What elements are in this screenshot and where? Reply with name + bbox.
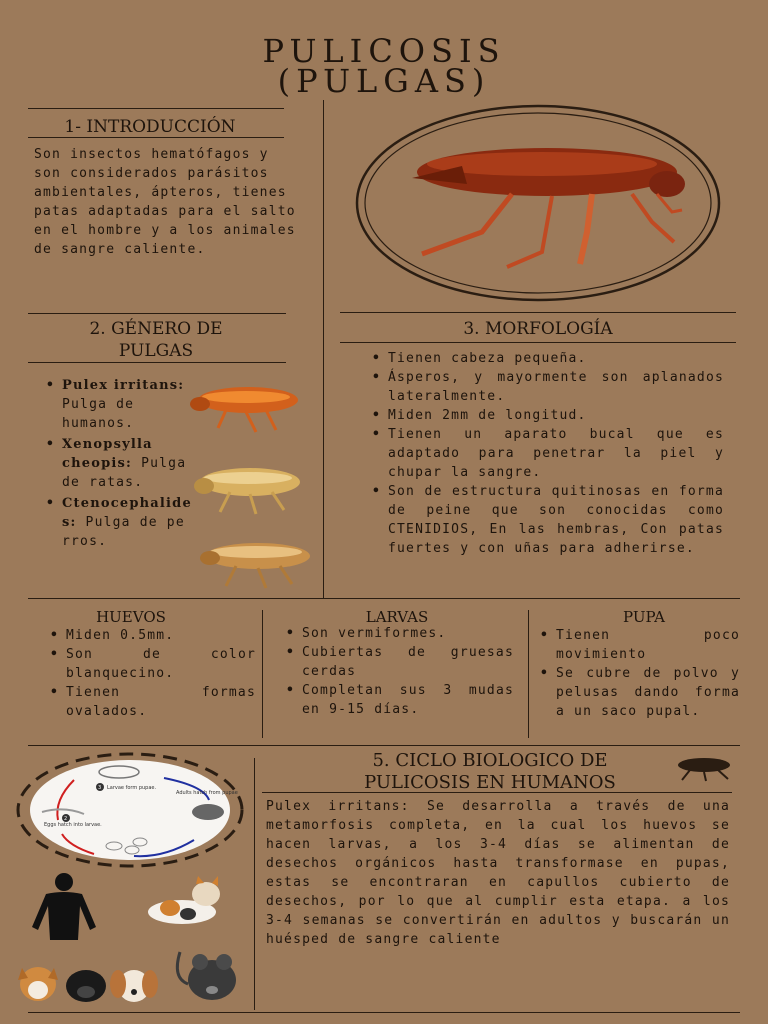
divider xyxy=(28,108,284,109)
list-item: • Son de estructura quitinosas en forma de peine que son conocidas como CTENIDIOS, En las hembras, Con patas fuertes y con uñas para adherirse. xyxy=(368,482,724,558)
cat-icon xyxy=(136,874,228,928)
cycle-label: Adults hatch from pupae xyxy=(176,790,238,796)
species-name: Pulex irritans: xyxy=(62,378,185,393)
list-item: • Se cubre de polvo y pelusas dando forma a un saco pupal. xyxy=(536,664,740,721)
flea-icon xyxy=(192,804,224,820)
flea-icon xyxy=(412,148,685,267)
ciclo-heading xyxy=(262,750,718,794)
morfologia-list xyxy=(368,349,724,558)
list-item: • Cubiertas de gruesas cerdas xyxy=(282,643,514,681)
list-item: • Tienen formas ovalados. xyxy=(46,683,256,721)
flea-icon xyxy=(196,536,316,596)
ciclo-heading-line-2: PULICOSIS EN HUMANOS xyxy=(364,772,616,793)
genero-list xyxy=(42,376,192,551)
huevos-heading: HUEVOS xyxy=(96,608,166,626)
dog-icon xyxy=(108,962,160,1004)
divider xyxy=(28,598,740,599)
huevos-list xyxy=(46,626,256,721)
species-name: Ctenocephalides: xyxy=(62,496,192,530)
cycle-step-number: 2 xyxy=(64,816,68,822)
species-name: Xenopsylla cheopis: xyxy=(62,437,153,471)
list-item xyxy=(42,494,192,551)
list-item: • Son de color blanquecino. xyxy=(46,645,256,683)
species-desc: Pulga de ratas. xyxy=(62,456,187,490)
divider xyxy=(528,610,529,738)
divider xyxy=(28,1012,740,1013)
divider xyxy=(323,100,324,598)
cycle-label: Larvae form pupae. xyxy=(107,785,157,791)
title-line-1: PULICOSIS xyxy=(262,32,506,70)
list-item: • Son vermiformes. xyxy=(282,624,514,643)
morfologia-heading: 3. MORFOLOGÍA xyxy=(463,319,613,339)
ciclo-text: Pulex irritans: Se desarrolla a través de una metamorfosis completa, en la cual los huevos se hacen larvas, a los 3-4 días se alimentan de desechos orgánicos hasta transformase en pupas, estas se encontraran en capullos cubierto de desechos, por lo que al cumplir esta etapa. a los 3-4 semanas se convertirán en adultos y buscarán un huésped de sangre caliente xyxy=(266,799,730,947)
list-item: • Completan sus 3 mudas en 9-15 días. xyxy=(282,681,514,719)
divider xyxy=(28,362,286,363)
divider xyxy=(340,312,736,313)
list-item: • Miden 2mm de longitud. xyxy=(368,406,724,425)
list-item xyxy=(42,376,192,433)
species-desc: Pulga de perros. xyxy=(62,515,185,549)
life-cycle-diagram xyxy=(14,750,246,870)
list-item: • Miden 0.5mm. xyxy=(46,626,256,645)
species-desc: Pulga de humanos. xyxy=(62,397,135,431)
rat-icon xyxy=(170,944,242,1006)
pupa-heading: PUPA xyxy=(622,608,666,626)
divider xyxy=(340,342,736,343)
divider xyxy=(28,745,740,746)
page-title xyxy=(0,32,768,100)
genero-heading xyxy=(28,318,284,362)
cycle-label: Eggs hatch into larvae. xyxy=(44,822,102,828)
list-item: • Tienen un aparato bucal que es adaptado para penetrar la piel y chupar la sangre. xyxy=(368,425,724,482)
ciclo-heading-line-1: 5. CICLO BIOLOGICO DE xyxy=(372,750,608,771)
larvas-heading: LARVAS xyxy=(365,608,429,626)
intro-heading: 1- INTRODUCCIÓN xyxy=(64,117,236,137)
genero-heading-line-2: PULGAS xyxy=(118,341,194,361)
flea-icon xyxy=(186,380,302,440)
cycle-step-number: 3 xyxy=(98,785,102,791)
flea-illustration-circle xyxy=(352,102,724,304)
list-item xyxy=(42,435,192,492)
genero-heading-line-1: 2. GÉNERO DE xyxy=(89,319,223,339)
flea-icon xyxy=(670,754,734,782)
divider xyxy=(28,313,286,314)
list-item: • Ásperos, y mayormente son aplanados lateralmente. xyxy=(368,368,724,406)
divider xyxy=(254,758,255,1010)
human-silhouette-icon xyxy=(16,872,112,942)
title-line-2: (PULGAS) xyxy=(277,62,491,100)
larvas-list xyxy=(282,624,514,719)
divider xyxy=(262,610,263,738)
dog-icon xyxy=(14,960,62,1004)
flea-icon xyxy=(190,460,306,520)
list-item: • Tienen cabeza pequeña. xyxy=(368,349,724,368)
list-item: • Tienen poco movimiento xyxy=(536,626,740,664)
intro-text: Son insectos hematófagos y son considerados parásitos ambientales, ápteros, tienes patas adaptadas para el salto en el hombre y a los animales de sangre caliente. xyxy=(34,147,296,257)
dog-icon xyxy=(62,964,110,1004)
pupa-list xyxy=(536,626,740,721)
